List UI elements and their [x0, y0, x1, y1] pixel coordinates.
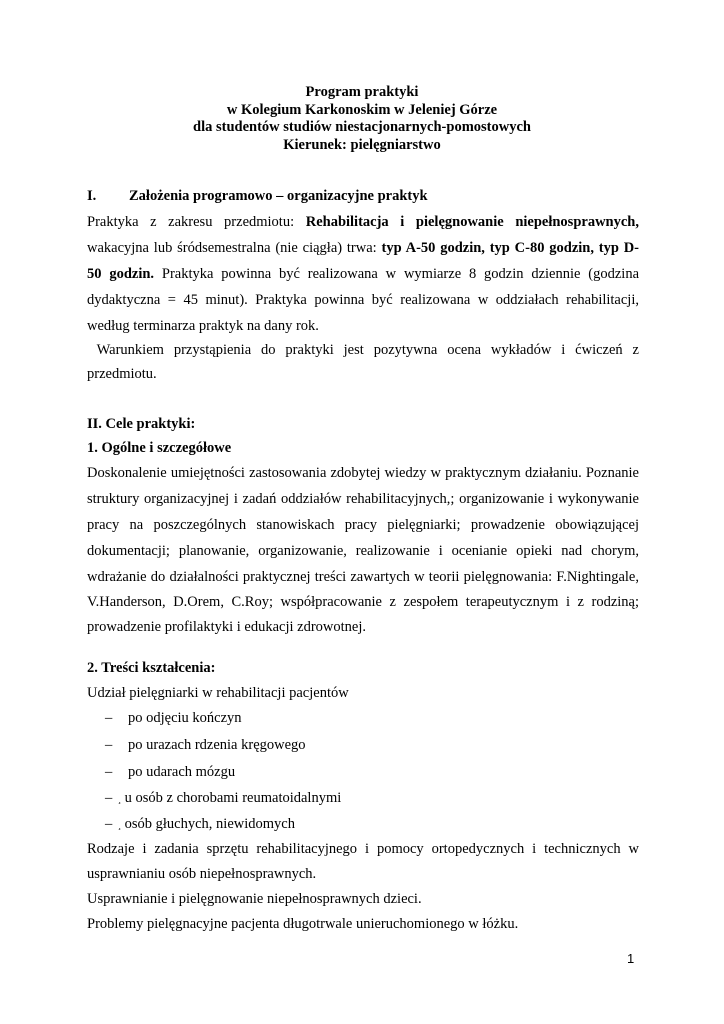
dash-bullet-icon: –: [105, 710, 113, 726]
duration-types-end: 50 godzin.: [87, 266, 155, 282]
subject-name: Rehabilitacja i pielęgnowanie niepełnosprawnych,: [305, 214, 639, 230]
subsection-1-heading: 1. Ogólne i szczegółowe: [87, 440, 232, 456]
duration-types: typ A-50 godzin, typ C-80 godzin, typ D-: [381, 240, 640, 256]
children-line: Usprawnianie i pielęgnowanie niepełnosprawnych dzieci.: [87, 891, 422, 907]
goals-line: Doskonalenie umiejętności zastosowania zdobytej wiedzy w praktycznym działaniu. Poznanie: [87, 465, 639, 481]
list-item-text: po urazach rdzenia kręgowego: [128, 737, 306, 753]
list-item-text: po odjęciu kończyn: [128, 710, 242, 726]
list-item-label: osób głuchych, niewidomych: [124, 816, 295, 832]
section-1-p2-line-2: przedmiotu.: [87, 366, 157, 382]
section-1-p1-line-2: [87, 239, 639, 257]
goals-line: pracy na poszczególnych stanowiskach pracy pielęgniarki; prowadzenie obowiązującej: [87, 517, 639, 533]
immobilized-patient-line: Problemy pielęgnacyjne pacjenta długotrwale unieruchomionego w łóżku.: [87, 916, 519, 932]
section-1-p1-line-5: według terminarza praktyk na dany rok.: [87, 318, 319, 334]
goals-line: struktury organizacyjnej i zadań oddziałów rehabilitacyjnych,; organizowanie i wykonywanie: [87, 491, 639, 507]
goals-line: prowadzenie profilaktyki i edukacji zdrowotnej.: [87, 619, 367, 635]
dash-bullet-icon: –: [105, 790, 113, 806]
field-of-study-line: Kierunek: pielęgniarstwo: [283, 136, 441, 153]
section-1-p2-line-1: Warunkiem przystąpienia do praktyki jest pozytywna ocena wykładów i ćwiczeń z: [87, 342, 639, 358]
dash-bullet-icon: –: [105, 764, 113, 780]
section-1-title: Założenia programowo – organizacyjne praktyk: [129, 188, 428, 204]
small-mark: ¸: [118, 794, 121, 804]
section-2-heading: II. Cele praktyki:: [87, 416, 196, 432]
list-item-label: u osób z chorobami reumatoidalnymi: [124, 790, 342, 806]
goals-line: dokumentacji; planowanie, organizowanie, realizowanie i ocenianie opieki nad chorym,: [87, 543, 639, 559]
equipment-line-2: usprawnianiu osób niepełnosprawnych.: [87, 866, 317, 882]
program-title: Program praktyki: [305, 84, 419, 100]
section-1-p1-line-3: [87, 265, 639, 283]
section-1-heading: [87, 187, 428, 205]
section-1-p1-line-1: [87, 213, 639, 231]
equipment-line-1: Rodzaje i zadania sprzętu rehabilitacyjnego i pomocy ortopedycznych i technicznych w: [87, 841, 639, 857]
dash-bullet-icon: –: [105, 816, 113, 832]
subsection-2-heading: 2. Treści kształcenia:: [87, 660, 216, 676]
college-line: w Kolegium Karkonoskim w Jeleniej Górze: [226, 101, 498, 118]
content-intro: Udział pielęgniarki w rehabilitacji pacjentów: [87, 685, 349, 701]
text-run: Praktyka z zakresu przedmiotu:: [87, 214, 306, 230]
list-item-text: [118, 789, 341, 808]
list-item-text: [118, 815, 295, 834]
text-run: Praktyka powinna być realizowana w wymiarze 8 godzin dziennie (godzina: [154, 266, 640, 282]
goals-line: wdrażanie do działalności praktycznej treści zawartych w teorii pielęgnowania: F.Nightingale,: [87, 569, 639, 585]
page-number: 1: [627, 951, 635, 966]
small-mark: ¸: [118, 820, 121, 830]
text-run: wakacyjna lub śródsemestralna (nie ciągła) trwa:: [87, 240, 382, 256]
students-line: dla studentów studiów niestacjonarnych-pomostowych: [193, 119, 531, 135]
section-1-p1-line-4: dydaktyczna = 45 minut). Praktyka powinna być realizowana w oddziałach rehabilitacji,: [87, 292, 639, 308]
section-1-number: I.: [87, 188, 97, 204]
list-item-text: po udarach mózgu: [128, 764, 236, 780]
goals-line: V.Handerson, D.Orem, C.Roy; współpracowanie z zespołem terapeutycznym i z rodziną;: [87, 594, 639, 610]
document-header: [0, 84, 724, 154]
dash-bullet-icon: –: [105, 737, 113, 753]
